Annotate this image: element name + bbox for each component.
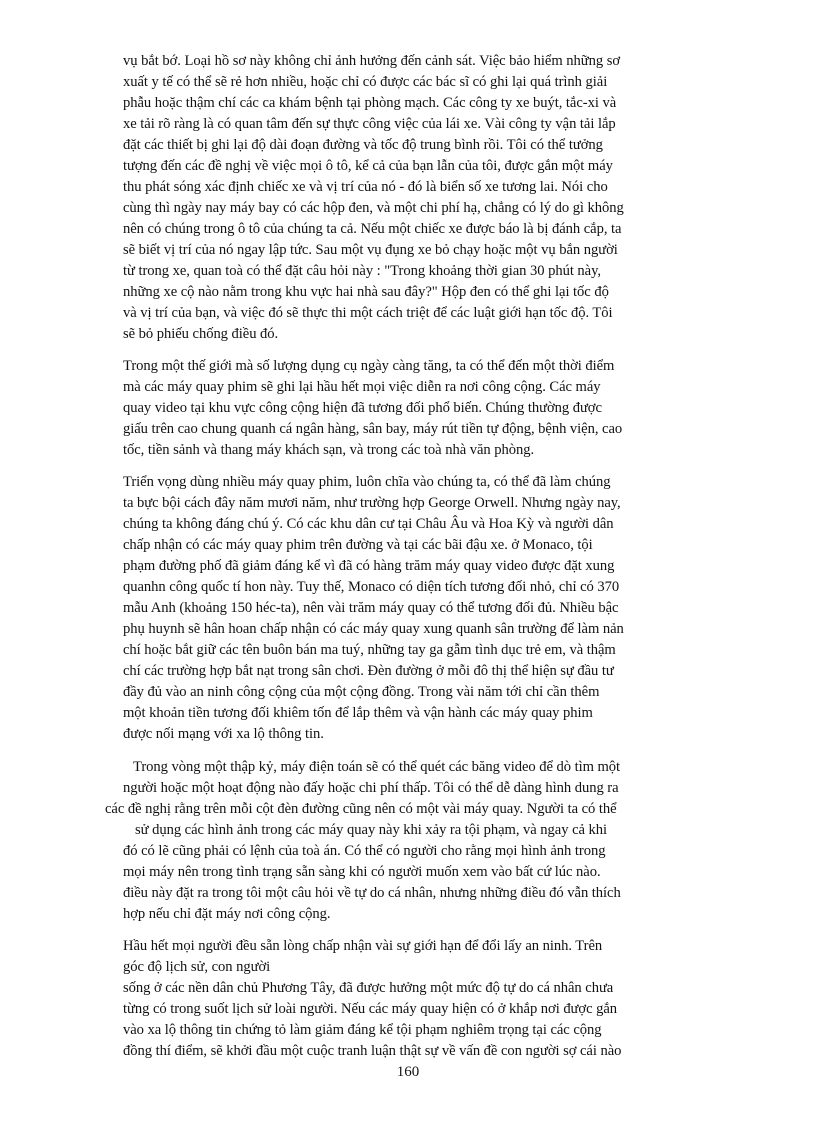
text-line: những xe cộ nào nằm trong khu vực hai nhà sau đây?" Hộp đen có thể ghi lại tốc độ <box>123 284 609 300</box>
text-line: người hoặc một hoạt động nào đấy hoặc chi phí thấp. Tôi có thể dễ dàng hình dung ra <box>123 780 619 796</box>
text-line: cùng thì ngày nay máy bay có các hộp đen, và một chi phí hạ, chẳng có lý do gì không <box>123 200 624 216</box>
text-line: Trong vòng một thập kỷ, máy điện toán sẽ có thể quét các băng video để dò tìm một <box>133 759 621 775</box>
text-line: điều này đặt ra trong tôi một câu hỏi về tự do cá nhân, nhưng những điều đó vẫn thích <box>123 885 621 901</box>
text-line: chí các trường hợp bắt nạt trong sân chơi. Đèn đường ở mỗi đô thị thể hiện sự đầu tư <box>123 663 614 679</box>
text-line: mẫu Anh (khoảng 150 héc-ta), nên vài trăm máy quay có thể tương đối đủ. Nhiều bậc <box>123 600 619 616</box>
text-line: sử dụng các hình ảnh trong các máy quay này khi xảy ra tội phạm, và ngay cả khi <box>135 822 608 838</box>
text-line: phẫu hoặc thậm chí các ca khám bệnh tại phòng mạch. Các công ty xe buýt, tắc-xi và <box>123 95 617 111</box>
text-line: sẽ bỏ phiếu chống điều đó. <box>123 326 279 342</box>
text-line: và vị trí của bạn, và việc đó sẽ thực thi một cách triệt để các luật giới hạn tốc độ. Tôi <box>123 305 613 321</box>
text-line: nên có chúng trong ô tô của chúng ta cả. Nếu một chiếc xe được báo là bị đánh cắp, ta <box>123 221 622 237</box>
text-line: từng có trong suốt lịch sử loài người. Nếu các máy quay hiện có ở khắp nơi được gắn <box>123 1001 618 1017</box>
text-line: tốc, tiền sảnh và thang máy khách sạn, và trong các toà nhà văn phòng. <box>123 442 535 458</box>
text-line: vào xa lộ thông tin chứng tỏ làm giảm đáng kể tội phạm nghiêm trọng tại các cộng <box>123 1022 602 1038</box>
text-line: Hầu hết mọi người đều sẵn lòng chấp nhận vài sự giới hạn để đổi lấy an ninh. Trên <box>123 938 603 954</box>
text-line: xuất y tế có thể sẽ rẻ hơn nhiều, hoặc chỉ có được các bác sĩ có ghi lại quá trình giải <box>123 74 608 90</box>
text-line: hợp nếu chỉ đặt máy nơi công cộng. <box>123 906 331 922</box>
text-line: được nối mạng với xa lộ thông tin. <box>123 726 324 742</box>
text-line: quay video tại khu vực công cộng hiện đã tương đối phổ biến. Chúng thường được <box>123 400 602 416</box>
text-line: vụ bắt bớ. Loại hồ sơ này không chỉ ảnh hưởng đến cảnh sát. Việc bảo hiểm những sơ <box>123 53 620 69</box>
text-line: Trong một thế giới mà số lượng dụng cụ ngày càng tăng, ta có thể đến một thời điểm <box>123 358 615 374</box>
text-line: phạm đường phố đã giảm đáng kể vì đã có hàng trăm máy quay video được đặt xung <box>123 558 615 574</box>
text-line: chấp nhận có các máy quay phim trên đường và tại các bãi đậu xe. ở Monaco, tội <box>123 537 593 553</box>
text-line: đầy đủ vào an ninh công cộng của một cộng đồng. Trong vài năm tới chỉ cần thêm <box>123 684 600 700</box>
text-line: giấu trên cao chung quanh cá ngân hàng, sân bay, máy rút tiền tự động, bệnh viện, cao <box>123 421 623 437</box>
text-line: tượng đến các đề nghị về việc mọi ô tô, kể cả của bạn lẫn của tôi, được gắn một máy <box>123 158 613 174</box>
text-line: một khoản tiền tương đối khiêm tốn để lắp thêm và vận hành các máy quay phim <box>123 705 593 721</box>
text-line: đặt các thiết bị ghi lại độ dài đoạn đường và tốc độ trung bình rồi. Tôi có thể tưởng <box>123 137 603 153</box>
text-line: sẽ biết vị trí của nó ngay lập tức. Sau một vụ đụng xe bỏ chạy hoặc một vụ bắn người <box>123 242 618 258</box>
text-line: phụ huynh sẽ hân hoan chấp nhận có các máy quay xung quanh sân trường để làm nản <box>123 621 624 637</box>
text-line: chúng ta không đáng chú ý. Có các khu dân cư tại Châu Âu và Hoa Kỳ và người dân <box>123 516 614 532</box>
text-line: các đề nghị rằng trên mỗi cột đèn đường cũng nên có một vài máy quay. Người ta có thể <box>105 801 617 817</box>
text-line: góc độ lịch sử, con người <box>123 959 271 975</box>
page-number: 160 <box>396 1064 420 1080</box>
text-line: đồng thí điểm, sẽ khởi đầu một cuộc tranh luận thật sự về vấn đề con người sợ cái nào <box>123 1043 622 1059</box>
text-line: đó có lẽ cũng phải có lệnh của toà án. Có thể có người cho rằng mọi hình ảnh trong <box>123 843 606 859</box>
text-line: từ trong xe, quan toà có thể đặt câu hỏi này : "Trong khoảng thời gian 30 phút này, <box>123 263 601 279</box>
text-line: chí hoặc bắt giữ các tên buôn bán ma tuý, những tay ga gẫm tình dục trẻ em, và thậm <box>123 642 616 658</box>
text-line: thu phát sóng xác định chiếc xe và vị trí của nó - đó là biển số xe tương lai. Nói cho <box>123 179 608 195</box>
text-line: mọi máy nên trong tình trạng sẵn sàng khi có người muốn xem vào bất cứ lúc nào. <box>123 864 601 880</box>
text-line: quanhn công quốc tí hon này. Tuy thế, Monaco có diện tích tương đối nhỏ, chỉ có 370 <box>123 579 620 595</box>
text-line: ta bực bội cách đây năm mươi năm, như trường hợp George Orwell. Nhưng ngày nay, <box>123 495 621 511</box>
text-line: mà các máy quay phim sẽ ghi lại hầu hết mọi việc diễn ra nơi công cộng. Các máy <box>123 379 601 395</box>
text-line: xe tải rõ ràng là có quan tâm đến sự thực công việc của lái xe. Vài công ty vận tải lắp <box>123 116 616 132</box>
text-line: sống ở các nền dân chủ Phương Tây, đã được hưởng một mức độ tự do cá nhân chưa <box>123 980 614 996</box>
text-line: Triển vọng dùng nhiều máy quay phim, luôn chĩa vào chúng ta, có thể đã làm chúng <box>123 474 611 490</box>
